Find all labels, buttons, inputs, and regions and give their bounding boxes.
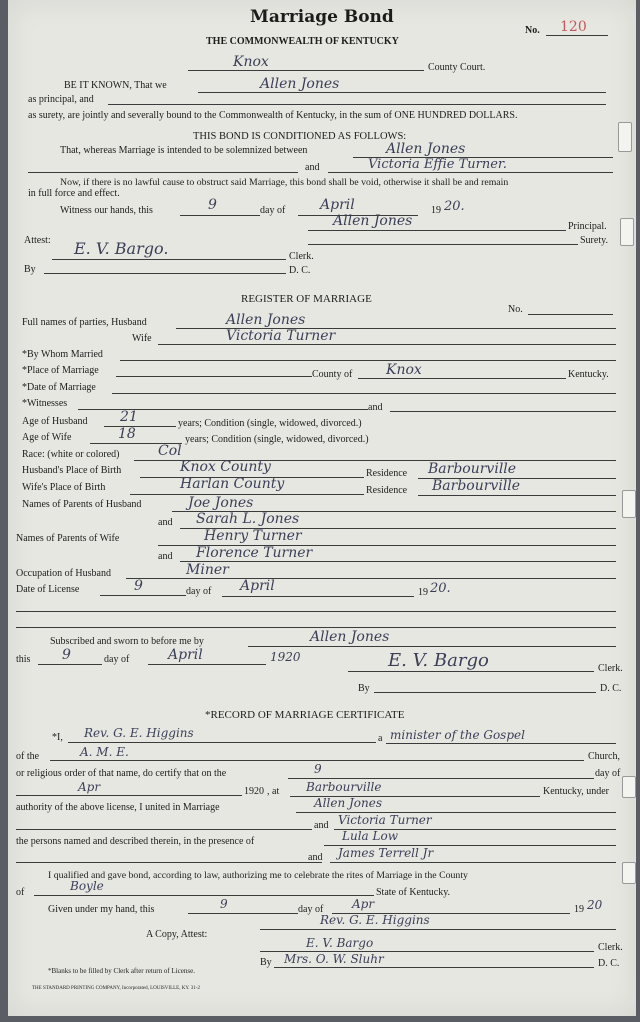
place-label: *Place of Marriage: [22, 365, 99, 376]
register-county-line: [358, 378, 566, 379]
now-if-line1: Now, if there is no lawful cause to obstruct said Marriage, this bond shall be void, otherwise it shall be and remain: [60, 177, 509, 188]
cert-a-label: a: [378, 733, 383, 744]
county-field: Knox: [233, 54, 269, 70]
sworn-by-label: By: [358, 683, 370, 694]
age-wife: 18: [118, 426, 136, 442]
certificate-title: *RECORD OF MARRIAGE CERTIFICATE: [205, 709, 405, 721]
witnesses-label: *Witnesses: [22, 398, 68, 409]
cert-clerk-signature: E. V. Bargo: [306, 936, 374, 950]
parents-wife-label: Names of Parents of Wife: [16, 533, 120, 544]
cert-ministry-line: [386, 743, 616, 744]
cert-qualified-text: I qualified and gave bond, according to law, authorizing me to celebrate the rites of Marriage in the County: [48, 870, 468, 881]
cert-bond-county: Boyle: [70, 879, 104, 893]
binder-tab: [622, 862, 636, 884]
binder-tab: [622, 490, 636, 518]
husband-father: Joe Jones: [188, 495, 254, 511]
parents-husband-label: Names of Parents of Husband: [22, 499, 142, 510]
cert-bride: Victoria Turner: [338, 813, 432, 827]
sworn-day: 9: [62, 647, 71, 663]
sworn-day-of: day of: [104, 654, 130, 665]
sworn-month: April: [168, 647, 203, 663]
cert-given-year-suffix: 20: [587, 898, 603, 912]
sworn-dc-label: D. C.: [600, 683, 622, 694]
license-day-of: day of: [186, 586, 212, 597]
witness2-line: [390, 411, 616, 412]
document-title: Marriage Bond: [250, 7, 394, 27]
cert-minister-line: [68, 742, 376, 743]
sworn-clerk-line: [348, 671, 594, 672]
bond-clerk-line: [52, 259, 286, 260]
age-husband-line: [104, 426, 176, 427]
age-wife-label: Age of Wife: [22, 432, 72, 443]
county-of-label: County of: [312, 369, 353, 380]
register-husband: Allen Jones: [226, 312, 306, 328]
husband-residence: Barbourville: [428, 461, 517, 477]
cert-given-year-prefix: 19: [574, 904, 584, 915]
license-year-suffix: 20.: [430, 581, 451, 596]
sworn-day-line: [38, 664, 102, 665]
cert-given-label: Given under my hand, this: [48, 904, 155, 915]
cert-place: Barbourville: [306, 780, 382, 794]
sworn-by-line: [374, 692, 596, 693]
race-label: Race: (white or colored): [22, 449, 120, 460]
county-court-label: County Court.: [428, 62, 486, 73]
sworn-clerk-label: Clerk.: [598, 663, 623, 674]
cert-bride-line-left: [16, 829, 312, 830]
cert-persons-text: the persons named and described therein, in the presence of: [16, 836, 255, 847]
cert-church-line: [50, 760, 584, 761]
cert-witness1: Lula Low: [342, 829, 398, 843]
no-label: No.: [525, 25, 540, 36]
footer-note: *Blanks to be filled by Clerk after return of License.: [48, 967, 195, 975]
cert-month: Apr: [78, 780, 101, 794]
cert-ministry: minister of the Gospel: [390, 728, 525, 742]
bond-by-line: [44, 273, 286, 274]
license-day-line: [100, 595, 186, 596]
cert-groom: Allen Jones: [314, 796, 383, 810]
register-title: REGISTER OF MARRIAGE: [241, 293, 372, 305]
cert-bride-and: and: [314, 820, 329, 831]
binder-tab: [622, 776, 636, 798]
cert-deputy-signature: Mrs. O. W. Sluhr: [284, 952, 384, 966]
principal-name: Allen Jones: [260, 76, 340, 92]
cert-of-the-label: of the: [16, 751, 40, 762]
cert-day-line: [288, 778, 594, 779]
license-month: April: [240, 578, 275, 594]
binder-tab: [620, 218, 634, 246]
occupation: Miner: [186, 562, 229, 578]
cert-by-label: By: [260, 957, 272, 968]
bond-number-line: [546, 35, 608, 36]
cert-i-label: *I,: [52, 732, 63, 743]
by-whom-line: [120, 360, 616, 361]
place-line: [116, 376, 312, 377]
register-wife: Victoria Turner: [226, 328, 336, 344]
bond-clerk-signature: E. V. Bargo.: [74, 239, 169, 258]
witnesses-and-label: and: [368, 402, 383, 413]
cert-state-label: State of Kentucky.: [376, 887, 451, 898]
cert-given-month: Apr: [352, 897, 375, 911]
cert-church-label: Church,: [588, 751, 620, 762]
wife-mother-line: [180, 561, 616, 562]
age-husband: 21: [120, 409, 138, 425]
husband-label: Full names of parties, Husband: [22, 317, 147, 328]
husband-condition-label: years; Condition (single, widowed, divorced.): [178, 418, 362, 429]
witness-label: Witness our hands, this: [60, 205, 153, 216]
bond-by-label: By: [24, 264, 36, 275]
license-date-label: Date of License: [16, 584, 80, 595]
cert-given-day: 9: [220, 897, 228, 911]
cert-copy-attest: A Copy, Attest:: [146, 929, 208, 940]
cert-minister-signature-line: [260, 929, 616, 930]
principal-label: Principal.: [568, 221, 607, 232]
surety-text: as surety, are jointly and severally bound to the Commonwealth of Kentucky, in the sum of ONE HUNDRED DOLLARS.: [28, 110, 518, 121]
now-if-line2: in full force and effect.: [28, 188, 120, 199]
whereas-text: That, whereas Marriage is intended to be solemnized between: [60, 145, 308, 156]
bond-dc-label: D. C.: [289, 265, 311, 276]
be-it-known: BE IT KNOWN, That we: [64, 80, 167, 91]
party-and-label: and: [305, 162, 320, 173]
cert-deputy-line: [274, 967, 594, 968]
cert-of-label: of: [16, 887, 25, 898]
surety-label: Surety.: [580, 235, 608, 246]
party2-line-left: [28, 172, 298, 173]
wife-parents-and: and: [158, 551, 173, 562]
cert-witness2-line-left: [16, 862, 322, 863]
subscribed-signer: Allen Jones: [310, 629, 390, 645]
document-subtitle: THE COMMONWEALTH OF KENTUCKY: [206, 36, 399, 47]
witness-year-prefix: 19: [431, 205, 441, 216]
principal-line: [198, 92, 606, 93]
wife-residence: Barbourville: [432, 478, 521, 494]
register-no-line: [528, 314, 613, 315]
sworn-this-label: this: [16, 654, 31, 665]
principal-signature-line: [308, 230, 566, 231]
witness-day: 9: [208, 197, 217, 213]
subscribed-label: Subscribed and sworn to before me by: [50, 636, 204, 647]
cert-month-line: [16, 795, 242, 796]
subscribed-line: [248, 646, 616, 647]
register-no-label: No.: [508, 304, 523, 315]
wife-birth: Harlan County: [180, 476, 285, 492]
cert-minister-signature: Rev. G. E. Higgins: [320, 913, 430, 927]
occupation-label: Occupation of Husband: [16, 568, 111, 579]
cert-day-of: day of: [595, 768, 621, 779]
as-principal-label: as principal, and: [28, 94, 94, 105]
binder-tab: [618, 122, 632, 152]
license-day: 9: [134, 578, 143, 594]
cert-minister: Rev. G. E. Higgins: [84, 726, 194, 740]
occupation-line: [126, 578, 616, 579]
date-of-marriage-label: *Date of Marriage: [22, 382, 96, 393]
cert-witness2-line: [330, 862, 616, 863]
witness-year-suffix: 20.: [444, 199, 465, 214]
cert-church: A. M. E.: [80, 745, 129, 759]
wife-residence-label: Residence: [366, 485, 408, 496]
footer-printer: THE STANDARD PRINTING COMPANY, Incorporated, LOUISVILLE, KY. 31-2: [32, 986, 200, 991]
cert-clerk-label: Clerk.: [598, 942, 623, 953]
husband-residence-label: Residence: [366, 468, 408, 479]
by-whom-label: *By Whom Married: [22, 349, 103, 360]
cert-given-day-of: day of: [298, 904, 324, 915]
wife-father: Henry Turner: [204, 528, 302, 544]
party2-name: Victoria Effie Turner.: [368, 157, 507, 172]
wife-birth-label: Wife's Place of Birth: [22, 482, 106, 493]
wife-label: Wife: [132, 333, 152, 344]
witness-day-line: [180, 215, 260, 216]
cert-witness2-and: and: [308, 852, 323, 863]
license-month-line: [222, 596, 414, 597]
attest-label: Attest:: [24, 235, 51, 246]
husband-mother: Sarah L. Jones: [196, 511, 300, 527]
wife-residence-line: [418, 495, 616, 496]
cert-kentucky-under: Kentucky, under: [543, 786, 609, 797]
blank-line-1: [16, 611, 616, 612]
marriage-bond-document: [8, 0, 636, 1016]
cert-witness2: James Terrell Jr: [338, 846, 434, 860]
conditioned-heading: THIS BOND IS CONDITIONED AS FOLLOWS:: [193, 131, 407, 142]
cert-dc-label: D. C.: [598, 958, 620, 969]
party2-line-right: [328, 172, 613, 173]
wife-line: [158, 344, 616, 345]
husband-parents-and: and: [158, 517, 173, 528]
wife-condition-label: years; Condition (single, widowed, divorced.): [185, 434, 369, 445]
cert-at-label: , at: [267, 786, 280, 797]
cert-religious-order: or religious order of that name, do certify that on the: [16, 768, 227, 779]
cert-day: 9: [314, 762, 322, 776]
sworn-year: 1920: [270, 650, 301, 664]
bond-number: 120: [560, 19, 587, 35]
witness-month: April: [320, 197, 355, 213]
wife-mother: Florence Turner: [196, 545, 313, 561]
race-value: Col: [158, 443, 182, 459]
bond-clerk-label: Clerk.: [289, 251, 314, 262]
party1-name: Allen Jones: [386, 141, 466, 157]
surety-name-line: [108, 104, 606, 105]
cert-given-day-line: [188, 913, 298, 914]
license-year-prefix: 19: [418, 587, 428, 598]
age-husband-label: Age of Husband: [22, 416, 88, 427]
witness-day-of: day of: [260, 205, 286, 216]
county-line: [188, 70, 424, 71]
cert-year: 1920: [244, 786, 264, 797]
surety-signature-line: [308, 244, 578, 245]
cert-bond-county-line: [34, 895, 374, 896]
husband-birth-label: Husband's Place of Birth: [22, 465, 122, 476]
cert-authority-text: authority of the above license, I united in Marriage: [16, 802, 220, 813]
husband-birth: Knox County: [180, 459, 271, 475]
date-of-marriage-line: [112, 393, 616, 394]
sworn-clerk-signature: E. V. Bargo: [388, 650, 489, 671]
register-county: Knox: [386, 362, 422, 378]
register-kentucky-label: Kentucky.: [568, 369, 609, 380]
blank-line-2: [16, 627, 616, 628]
principal-signature: Allen Jones: [333, 213, 413, 229]
sworn-month-line: [148, 664, 266, 665]
